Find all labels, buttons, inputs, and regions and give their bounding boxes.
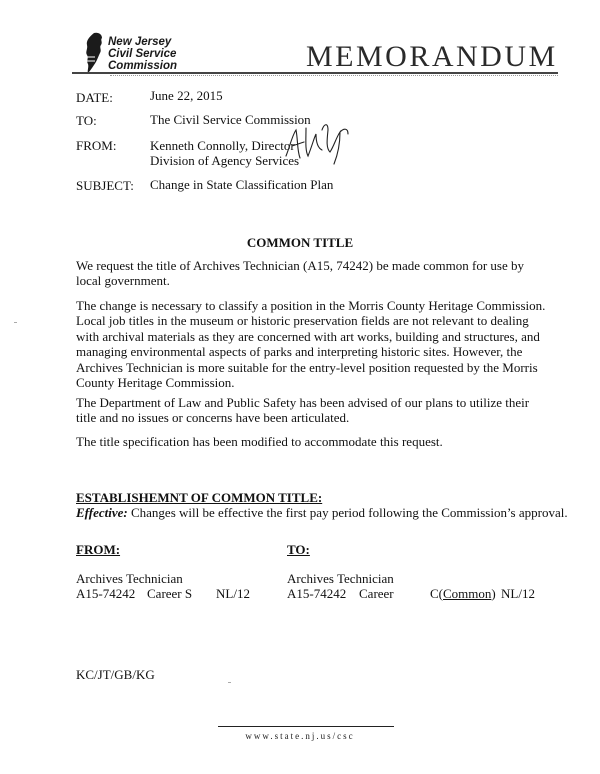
- from-column-heading: FROM:: [76, 542, 121, 557]
- to-label: TO:: [76, 113, 97, 128]
- date-value: June 22, 2015: [150, 88, 223, 103]
- org-name-line1: New Jersey: [108, 36, 172, 48]
- paragraph-specification: The title specification has been modified to accommodate this request.: [76, 434, 443, 449]
- to-status-word: Common: [443, 586, 492, 601]
- to-status-prefix: C(: [430, 586, 443, 601]
- from-title: Archives Technician: [76, 571, 183, 586]
- header-dotted-rule: [110, 75, 558, 76]
- establishment-heading: ESTABLISHEMNT OF COMMON TITLE:: [76, 490, 323, 505]
- effective-label: Effective:: [76, 505, 128, 520]
- signature-initials-icon: [282, 116, 352, 168]
- subject-label: SUBJECT:: [76, 178, 134, 193]
- from-pay: NL/12: [216, 586, 250, 601]
- letterhead-org-name: [108, 36, 177, 72]
- org-name-line3: Commission: [108, 60, 178, 72]
- from-class: Career S: [147, 586, 193, 601]
- paragraph-request: We request the title of Archives Technician (A15, 74242) be made common for use by local government.: [76, 258, 524, 289]
- to-title: Archives Technician: [287, 571, 394, 586]
- to-class: Career: [359, 586, 394, 601]
- org-name-line2: Civil Service: [108, 48, 177, 60]
- to-column-heading: TO:: [287, 542, 310, 557]
- effective-line: [76, 505, 568, 521]
- memorandum-title: MEMORANDUM: [306, 40, 558, 73]
- to-code: A15-74242: [287, 586, 347, 601]
- section-title: COMMON TITLE: [246, 235, 354, 250]
- from-value-line1: Kenneth Connolly, Director: [150, 138, 295, 153]
- paragraph-rationale: The change is necessary to classify a position in the Morris County Heritage Commission. Local job titles in the museum or historic preservation fields are not relevant to dealing with archival materials as they are concerned with art works, building and structures, and managing environmental aspects of parks and interpreting historic sites. However, the Archives Technician is more suitable for the entry-level position requested by the Morris County Heritage Commission.: [76, 298, 546, 391]
- scan-speck: [14, 322, 17, 323]
- author-initials: KC/JT/GB/KG: [76, 667, 155, 682]
- date-label: DATE:: [76, 90, 113, 105]
- paragraph-law-public-safety: The Department of Law and Public Safety has been advised of our plans to utilize their title and no issues or concerns have been articulated.: [76, 395, 530, 426]
- to-value: The Civil Service Commission: [150, 112, 311, 127]
- to-status: [430, 586, 496, 602]
- scan-speck: [228, 682, 231, 683]
- from-label: FROM:: [76, 138, 117, 153]
- from-value-line2: Division of Agency Services: [150, 153, 300, 168]
- footer-url: www.state.nj.us/csc: [245, 731, 355, 741]
- header-rule: [72, 72, 558, 74]
- footer-rule: [218, 726, 394, 727]
- from-code: A15-74242: [76, 586, 136, 601]
- subject-value: Change in State Classification Plan: [150, 177, 334, 192]
- effective-text: Changes will be effective the first pay period following the Commission’s approval.: [127, 505, 568, 520]
- to-status-suffix: ): [491, 586, 496, 601]
- to-pay: NL/12: [501, 586, 535, 601]
